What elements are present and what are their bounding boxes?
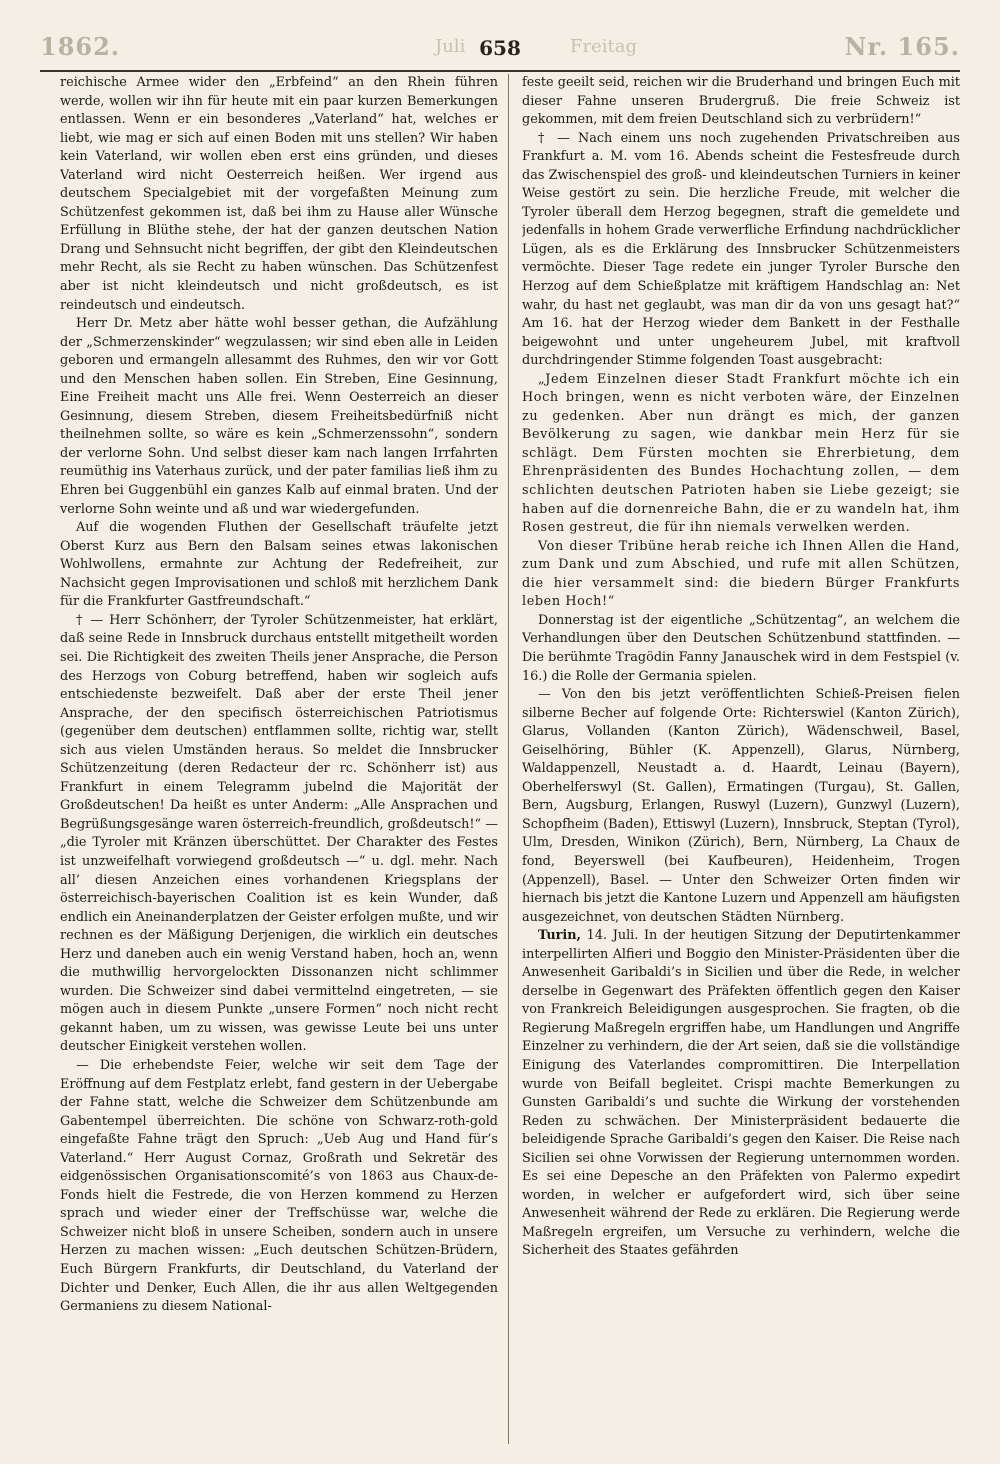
right-paragraph-1: feste geeilt seid, reichen wir die Bruderhand und bringen Euch mit dieser Fahne unseren Brudergruß. Die freie Schweiz ist gekommen, mit dem freien Deutschland sich zu verbrüdern!“ [522,75,960,128]
article-columns [60,74,960,1454]
left-paragraph-2: Herr Dr. Metz aber hätte wohl besser gethan, die Aufzählung der „Schmerzenskinder“ wegzulassen; wir sind eben alle in Leiden geboren und ermangeln allesammt des Ruhmes, den wir vor Gott und den Menschen haben sollen. Ein Streben, Eine Gesinnung, Eine Freiheit macht uns Alle frei. Wenn Oesterreich an dieser Gesinnung, diesem Streben, diesem Freiheitsbedürfniß nicht theilnehmen sollte, so wäre es kein „Schmerzenssohn“, sondern der verlorne Sohn. Und selbst dieser kam nach langen Irrfahrten reumüthig ins Vaterhaus zurück, und der pater familias ließ ihm zu Ehren bei Guggenbühl ein ganzes Kalb auf einmal braten. Und der verlorne Sohn weinte und aß und war wiedergefunden. [60,316,498,517]
page-number: 658 [479,36,521,60]
left-column [60,74,498,1454]
right-paragraph-5: Donnerstag ist der eigentliche „Schützentag“, an welchem die Verhandlungen über den Deutschen Schützenbund stattfinden. — Die berühmte Tragödin Fanny Janauschek wird in dem Festspiel (v. 16.) die Rolle der Germania spielen. [522,612,960,684]
left-paragraph-3: Auf die wogenden Fluthen der Gesellschaft träufelte jetzt Oberst Kurz aus Bern den Balsam seines etwas lakonischen Wohlwollens, ermahnte zur Achtung der Redefreiheit, zur Nachsicht gegen Improvisationen und schloß mit herzlichem Dank für die Frankfurter Gastfreundschaft.“ [60,520,498,610]
header-issue-number: Nr. 165. [844,32,960,61]
header-ghost-right: Freitag [570,36,637,57]
left-paragraph-4: † — Herr Schönherr, der Tyroler Schützenmeister, hat erklärt, daß seine Rede in Innsbruck durchaus entstellt mitgetheilt worden sei. Die Richtigkeit des zweiten Theils jener Ansprache, die Person des Herzogs von Coburg betreffend, haben wir sogleich aufs entschiedenste bezweifelt. Daß aber der erste Theil jener Ansprache, der den specifisch österreichischen Patriotismus (gegenüber dem deutschen) entflammen sollte, richtig war, stellt sich aus vielen Umständen heraus. So meldet die Innsbrucker Schützenzeitung (deren Redacteur der rc. Schönherr ist) aus Frankfurt in einem Telegramm jubelnd die Majorität der Großdeutschen! Da heißt es unter Anderm: „Alle Ansprachen und Begrüßungsgesänge waren österreich-freundlich, großdeutsch!“ — „die Tyroler mit Kränzen überschüttet. Der Charakter des Festes ist unzweifelhaft vorwiegend großdeutsch —“ u. dgl. mehr. Nach all’ diesen Anzeichen eines vorhandenen Kriegsplans der österreichisch-bayerischen Coalition ist es kein Wunder, daß endlich ein Aneinanderplatzen der Geister erfolgen mußte, und wir rechnen es der Mäßigung Derjenigen, die wirklich ein deutsches Herz und daneben auch ein wenig Verstand haben, hoch an, wenn die muthwillig hervorgelockten Dissonanzen nicht schlimmer wurden. Die Schweizer sind dabei vermittelnd eingetreten, — sie mögen auch in diesem Punkte „unsere Formen“ noch nicht recht gekannt haben, um zu wissen, was gewisse Leute bei uns unter deutscher Einigkeit verstehen wollen. [60,612,498,1055]
right-column [522,74,960,1454]
right-paragraph-6: — Von den bis jetzt veröffentlichten Schieß-Preisen fielen silberne Becher auf folgende Orte: Richterswiel (Kanton Zürich), Glarus, Vollanden (Kanton Zürich), Wädenschweil, Basel, Geiselhöring, Bühler (K. Appenzell), Glarus, Nürnberg, Waldappenzell, Neustadt a. d. Haardt, Leinau (Bayern), Oberhelferswyl (St. Gallen), Ermatingen (Turgau), St. Gallen, Bern, Augsburg, Erlangen, Ruswyl (Luzern), Gunzwyl (Luzern), Schopfheim (Baden), Ettiswyl (Luzern), Innsbruck, Steptan (Tyrol), Ulm, Dresden, Winikon (Zürich), Bern, Nürnberg, La Chaux de fond, Beyerswell (bei Kaufbeuren), Heidenheim, Trogen (Appenzell), Basel. — Unter den Schweizer Orten finden wir hiernach bis jetzt die Kantone Luzern und Appenzell am häufigsten ausgezeichnet, von deutschen Städten Nürnberg. [522,687,960,925]
toast-quote-2: Von dieser Tribüne herab reiche ich Ihnen Allen die Hand, zum Dank und zum Abschied, und rufe mit allen Schützen, die hier versammelt sind: die biedern Bürger Frankfurts leben Hoch!“ [522,538,960,610]
page-header [40,30,960,72]
dateline-place: Turin, [538,928,582,944]
dateline-text: 14. Juli. In der heutigen Sitzung der Deputirtenkammer interpellirten Alfieri und Boggio den Minister-Präsidenten über die Anwesenheit Garibaldi’s in Sicilien und über die Rede, in welcher derselbe in Gegenwart des Präfekten öffentlich gegen den Kaiser von Frankreich Beleidigungen ausgesprochen. Sie fragten, ob die Regierung Maßregeln ergriffen habe, um Handlungen und Angriffe Einzelner zu verhindern, die der Art seien, daß sie die vollständige Einigung des Vaterlandes compromittiren. Die Interpellation wurde von Beifall begleitet. Crispi machte Bemerkungen zu Gunsten Garibaldi’s und suchte die Wirkung der vorstehenden Reden zu schwächen. Der Ministerpräsident bedauerte die beleidigende Sprache Garibaldi’s gegen den Kaiser. Die Reise nach Sicilien sei ohne Vorwissen der Regierung unternommen worden. Es sei eine Depesche an den Präfekten von Palermo expedirt worden, in welcher er aufgefordert wird, sich über seine Anwesenheit während der Rede zu erklären. Die Regierung werde Maßregeln ergreifen, um Versuche zu verhindern, welche die Sicherheit des Staates gefährden [522,928,960,1259]
header-year: 1862. [40,32,121,61]
header-ghost-left: Juli [435,36,466,57]
left-paragraph-5: — Die erhebendste Feier, welche wir seit dem Tage der Eröffnung auf dem Festplatz erlebt, fand gestern in der Uebergabe der Fahne statt, welche die Schweizer dem Schützenbunde am Gabentempel überreichten. Die schöne von Schwarz-roth-gold eingefaßte Fahne trägt den Spruch: „Ueb Aug und Hand für’s Vaterland.“ Herr August Cornaz, Großrath und Sekretär des eidgenössischen Organisationscomité’s von 1863 aus Chaux-de-Fonds hielt die Festrede, die von Herzen kommend zu Herzen sprach und wieder einer der Treffschüsse war, welche die Schweizer nicht bloß in unsere Scheiben, sondern auch in unsere Herzen zu machen wissen: „Euch deutschen Schützen-Brüdern, Euch Bürgern Frankfurts, dir Deutschland, du Vaterland der Dichter und Denker, Euch Allen, die ihr aus allen Weltgegenden Germaniens zu diesem National- [60,1057,498,1315]
right-paragraph-2: † — Nach einem uns noch zugehenden Privatschreiben aus Frankfurt a. M. vom 16. Abends scheint die Festesfreude durch das Zwischenspiel des groß- und kleindeutschen Turniers in keiner Weise gestört zu sein. Die herzliche Freude, mit welcher die Tyroler überall dem Herzog begegnen, straft die gemeldete und jedenfalls in hohem Grade verwerfliche Erfindung nachdrücklicher Lügen, als es die Erklärung des Innsbrucker Schützenmeisters vermöchte. Dieser Tage redete ein junger Tyroler Bursche den Herzog auf dem Schießplatze mit kräftigem Handschlag an: Net wahr, du hast net geglaubt, was man dir da von uns gesagt hat?“ Am 16. hat der Herzog wieder dem Bankett in der Festhalle beigewohnt und unter ungeheurem Jubel, mit kraftvoll durchdringender Stimme folgenden Toast ausgebracht: [522,130,960,369]
turin-dateline-paragraph [522,927,960,1261]
left-paragraph-1: reichische Armee wider den „Erbfeind“ an den Rhein führen werde, wollen wir ihn für heute mit ein paar kurzen Bemerkungen entlassen. Wenn er ein besonderes „Vaterland“ hat, welches er liebt, wie mag er sich auf einen Boden mit uns stellen? Wir haben kein Vaterland, wir wollen eben erst eins gründen, und dieses Vaterland wird nicht Oesterreich heißen. Wer irgend aus deutschem Specialgebiet mit der vorgefaßten Meinung zum Schützenfest gekommen ist, daß bei ihm zu Hause aller Wünsche Erfüllung in Blüthe stehe, der hat der ganzen deutschen Nation Drang und Sehnsucht nicht begriffen, der gibt den Kleindeutschen mehr Recht, als sie Recht zu haben wünschen. Das Schützenfest aber ist nicht kleindeutsch und nicht großdeutsch, es ist reindeutsch und eindeutsch. [60,75,498,313]
toast-quote-1: „Jedem Einzelnen dieser Stadt Frankfurt möchte ich ein Hoch bringen, wenn es nicht verboten wäre, der Einzelnen zu gedenken. Aber nun drängt es mich, der ganzen Bevölkerung zu sagen, wie dankbar mein Herz für sie schlägt. Dem Fürsten mochten sie Ehrerbietung, dem Ehrenpräsidenten des Bundes Hochachtung zollen, — dem schlichten deutschen Patrioten haben sie Liebe gezeigt; sie haben auf die dornenreiche Bahn, die er zu wandeln hat, ihm Rosen gestreut, die für ihn niemals verwelken werden. [522,371,960,536]
